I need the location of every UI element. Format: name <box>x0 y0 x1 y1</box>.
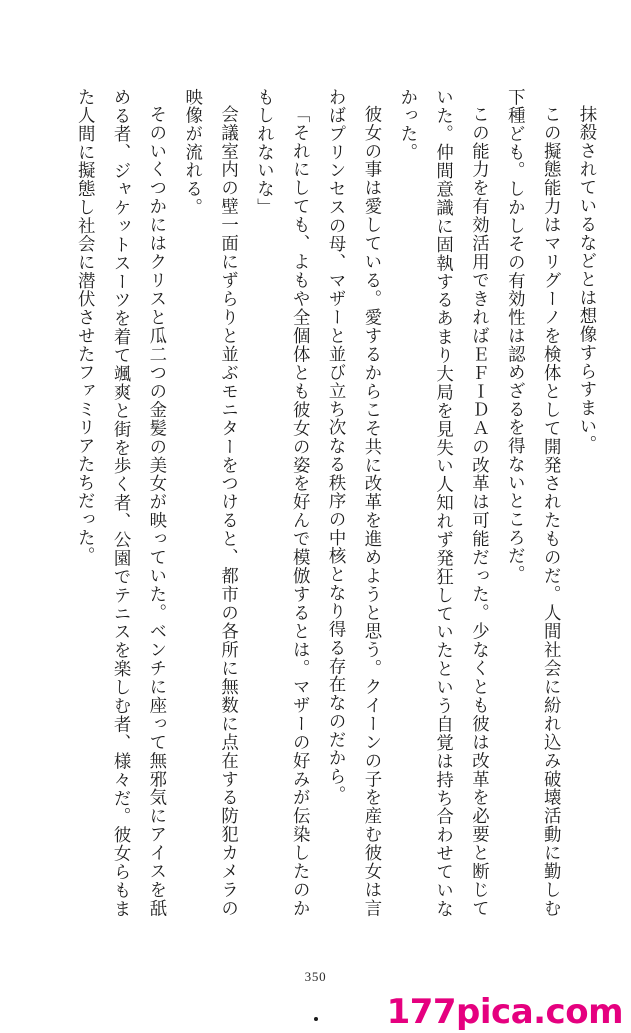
paragraph: この擬態能力はマリグーノを検体として開発されたものだ。人間社会に紛れ込み破壊活動に勤しむ下種ども。しかしその有効性は認めざるを得ないところだ。 <box>504 88 561 918</box>
paragraph: 抹殺されているなどとは想像すらすまい。 <box>576 105 596 455</box>
paragraph: 会議室内の壁一面にずらりと並ぶモニターをつけると、都市の各所に無数に点在する防犯カメラの映像が流れる。 <box>181 88 238 918</box>
paragraph: この能力を有効活用できればＥＦＩＤＡの改革は可能だった。少なくとも彼は改革を必要と断じていた。仲間意識に固執するあまり大局を見失い人知れず発狂していたという自覚は持ち合わせていなかった。 <box>396 88 489 918</box>
bottom-dot-mark <box>314 1017 318 1021</box>
page-text-body <box>37 88 603 918</box>
paragraph: 彼女の事は愛している。愛するからこそ共に改革を進めようと思う。クイーンの子を産む彼女は言わばプリンセスの母、マザーと並び立ち次なる秩序の中核となり得る存在なのだから。 <box>325 88 381 918</box>
page-number: 350 <box>304 969 327 984</box>
paragraph: 「それにしても、よもや全個体とも彼女の姿を好んで模倣するとは。マザーの好みが伝染したのかもしれないな」 <box>253 88 310 918</box>
paragraph: そのいくつかにはクリスと瓜二つの金髪の美女が映っていた。ベンチに座って無邪気にアイスを舐める者、ジャケットスーツを着て颯爽と街を歩く者、公園でテニスを楽しむ者、様々だ。彼女らもまた人間に擬態し社会に潜伏させたファミリアたちだった。 <box>74 88 166 918</box>
site-watermark: 177pica.com <box>386 992 623 1032</box>
